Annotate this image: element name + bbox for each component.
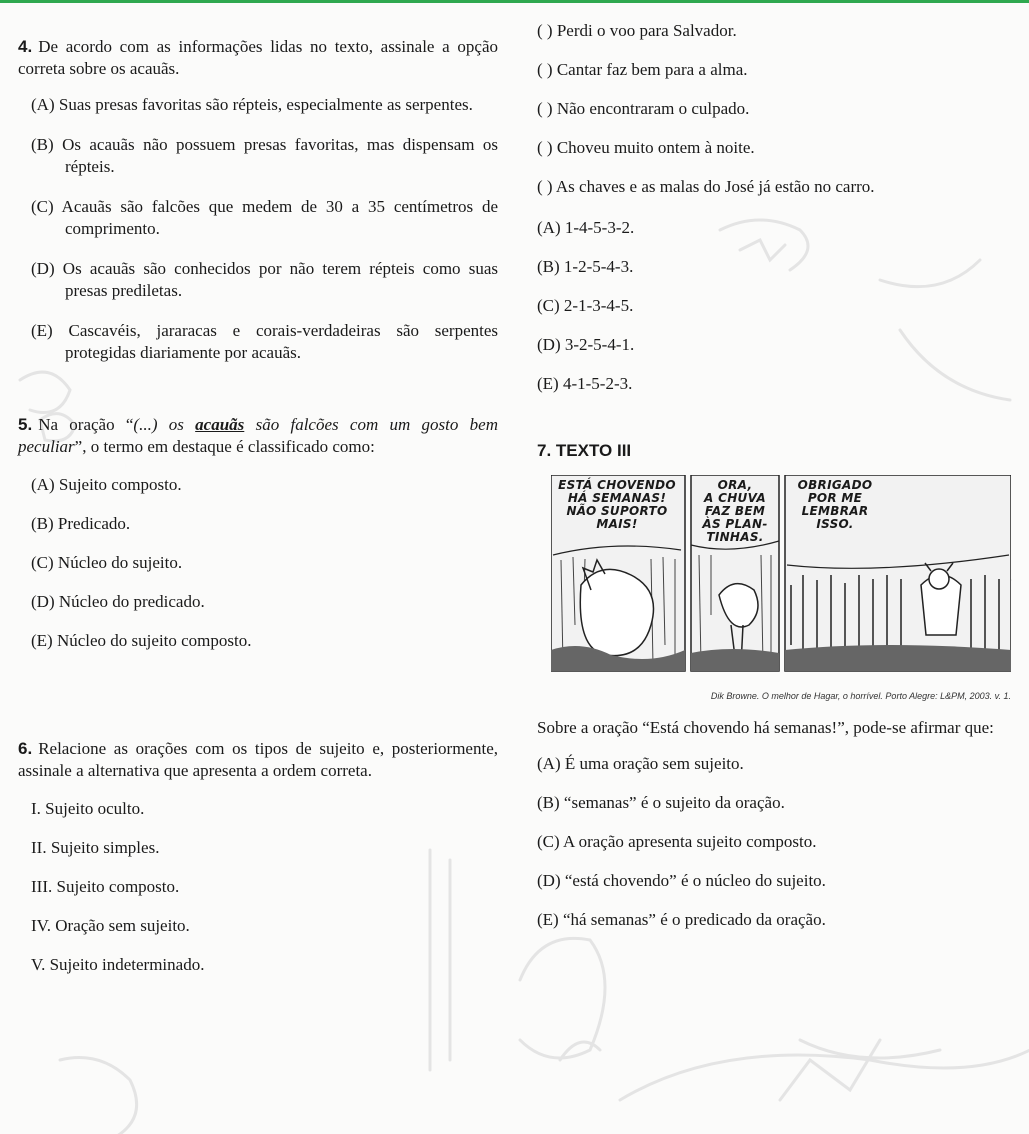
q4-option-d-text: Os acauãs são conhecidos por não terem répteis como suas presas prediletas. bbox=[62, 259, 499, 300]
q4-option-c-letter: (C) bbox=[31, 197, 54, 216]
q6-type-5-text: Sujeito indeterminado. bbox=[49, 955, 205, 974]
q6-options bbox=[537, 217, 1017, 395]
q6-option-c-text: 2-1-3-4-5. bbox=[563, 296, 634, 315]
q5-stem-italic-pre: (...) os bbox=[133, 415, 196, 434]
q5-option-e-text: Núcleo do sujeito composto. bbox=[56, 631, 252, 650]
question-5-number: 5. bbox=[18, 415, 33, 434]
q6-option-a-letter: (A) bbox=[537, 218, 561, 237]
q5-stem-italic-post: são falcões com um gosto bem peculiar bbox=[18, 415, 498, 456]
q4-option-a-letter: (A) bbox=[31, 95, 55, 114]
question-4 bbox=[18, 36, 498, 364]
question-6-number: 6. bbox=[18, 739, 33, 758]
question-7-stem: Sobre a oração “Está chovendo há semanas!”, pode-se afirmar que: bbox=[537, 718, 994, 737]
q5-option-b-text: Predicado. bbox=[57, 514, 131, 533]
q6-type-1-num: I. bbox=[31, 799, 41, 818]
q5-option-b-letter: (B) bbox=[31, 514, 54, 533]
balloon-3-line-2: POR ME bbox=[807, 491, 863, 505]
question-4-stem: De acordo com as informações lidas no texto, assinale a opção correta sobre os acauãs. bbox=[18, 37, 498, 78]
q6-option-a-text: 1-4-5-3-2. bbox=[564, 218, 635, 237]
q6-sentence-1: ( ) Perdi o voo para Salvador. bbox=[537, 21, 737, 40]
q7-option-d-letter: (D) bbox=[537, 871, 561, 890]
q7-option-c-text: A oração apresenta sujeito composto. bbox=[562, 832, 817, 851]
balloon-3-line-3: LEMBRAR bbox=[801, 504, 869, 518]
balloon-1-line-1: ESTÁ CHOVENDO bbox=[558, 478, 676, 492]
q6-sentence-4: ( ) Choveu muito ontem à noite. bbox=[537, 138, 755, 157]
q6-option-d-text: 3-2-5-4-1. bbox=[564, 335, 635, 354]
q5-option-a-letter: (A) bbox=[31, 475, 55, 494]
question-6-stem: Relacione as orações com os tipos de sujeito e, posteriormente, assinale a alternativa que apresenta a ordem correta. bbox=[18, 739, 498, 780]
q6-type-3-text: Sujeito composto. bbox=[56, 877, 180, 896]
q7-option-e-letter: (E) bbox=[537, 910, 559, 929]
balloon-1-line-2: HÁ SEMANAS! bbox=[567, 491, 667, 505]
balloon-1-line-3: NÃO SUPORTO bbox=[566, 504, 668, 518]
q6-type-1-text: Sujeito oculto. bbox=[45, 799, 145, 818]
q4-option-c-text: Acauãs são falcões que medem de 30 a 35 centímetros de comprimento. bbox=[61, 197, 498, 238]
balloon-2-line-4: ÀS PLAN- bbox=[702, 517, 768, 531]
q6-type-5-num: V. bbox=[31, 955, 46, 974]
q6-type-4-num: IV. bbox=[31, 916, 51, 935]
comic-balloon-3 bbox=[787, 479, 883, 531]
q7-option-b-text: “semanas” é o sujeito da oração. bbox=[563, 793, 785, 812]
q5-option-e-letter: (E) bbox=[31, 631, 53, 650]
q4-option-b-text: Os acauãs não possuem presas favoritas, mas dispensam os répteis. bbox=[62, 135, 498, 176]
q4-option-b-letter: (B) bbox=[31, 135, 54, 154]
q6-sentence-3: ( ) Não encontraram o culpado. bbox=[537, 99, 750, 118]
q6-sentences bbox=[537, 20, 1017, 198]
q5-option-d-text: Núcleo do predicado. bbox=[58, 592, 205, 611]
q6-option-b-letter: (B) bbox=[537, 257, 560, 276]
q4-option-e-text: Cascavéis, jararacas e corais-verdadeiras são serpentes protegidas diariamente por acauãs. bbox=[65, 321, 499, 362]
q7-option-c-letter: (C) bbox=[537, 832, 560, 851]
q5-option-c-letter: (C) bbox=[31, 553, 54, 572]
q6-option-d-letter: (D) bbox=[537, 335, 561, 354]
balloon-2-line-5: TINHAS. bbox=[706, 530, 764, 544]
balloon-1-line-4: MAIS! bbox=[596, 517, 638, 531]
q6-option-c-letter: (C) bbox=[537, 296, 560, 315]
q4-option-e-letter: (E) bbox=[31, 321, 53, 340]
comic-caption: Dik Browne. O melhor de Hagar, o horrível. Porto Alegre: L&PM, 2003. v. 1. bbox=[710, 691, 1011, 701]
q7-option-b-letter: (B) bbox=[537, 793, 560, 812]
question-6 bbox=[18, 738, 498, 976]
q6-sentence-5: ( ) As chaves e as malas do José já estão no carro. bbox=[537, 177, 875, 196]
q4-option-d-letter: (D) bbox=[31, 259, 55, 278]
q4-option-a-text: Suas presas favoritas são répteis, especialmente as serpentes. bbox=[58, 95, 473, 114]
question-7 bbox=[537, 441, 1017, 931]
question-4-number: 4. bbox=[18, 37, 33, 56]
q5-stem-pre: Na oração “ bbox=[38, 415, 134, 434]
balloon-2-line-3: FAZ BEM bbox=[704, 504, 766, 518]
q5-option-a-text: Sujeito composto. bbox=[58, 475, 182, 494]
comic-balloon-2 bbox=[693, 479, 777, 544]
left-column bbox=[18, 36, 498, 976]
comic-balloon-1 bbox=[557, 479, 677, 531]
q6-type-2-text: Sujeito simples. bbox=[50, 838, 160, 857]
right-column bbox=[537, 20, 1017, 931]
q6-option-e-letter: (E) bbox=[537, 374, 559, 393]
q5-stem-post: ”, o termo em destaque é classificado como: bbox=[74, 437, 375, 456]
q6-sentence-2: ( ) Cantar faz bem para a alma. bbox=[537, 60, 748, 79]
q5-highlighted-term: acauãs bbox=[195, 415, 245, 434]
q5-option-d-letter: (D) bbox=[31, 592, 55, 611]
q6-option-b-text: 1-2-5-4-3. bbox=[563, 257, 634, 276]
question-5 bbox=[18, 414, 498, 652]
balloon-3-line-4: ISSO. bbox=[816, 517, 854, 531]
q7-option-a-letter: (A) bbox=[537, 754, 561, 773]
comic-strip bbox=[551, 475, 1011, 701]
q7-option-d-text: “está chovendo” é o núcleo do sujeito. bbox=[564, 871, 826, 890]
question-7-heading: 7. TEXTO III bbox=[537, 441, 632, 460]
q7-option-a-text: É uma oração sem sujeito. bbox=[564, 754, 744, 773]
q6-type-3-num: III. bbox=[31, 877, 53, 896]
q5-option-c-text: Núcleo do sujeito. bbox=[57, 553, 183, 572]
q6-type-2-num: II. bbox=[31, 838, 47, 857]
balloon-3-line-1: OBRIGADO bbox=[797, 478, 873, 492]
q6-option-e-text: 4-1-5-2-3. bbox=[562, 374, 633, 393]
q6-type-4-text: Oração sem sujeito. bbox=[55, 916, 190, 935]
balloon-2-line-2: A CHUVA bbox=[704, 491, 766, 505]
top-accent-line bbox=[0, 0, 1029, 3]
balloon-2-line-1: ORA, bbox=[717, 478, 753, 492]
q7-option-e-text: “há semanas” é o predicado da oração. bbox=[562, 910, 826, 929]
